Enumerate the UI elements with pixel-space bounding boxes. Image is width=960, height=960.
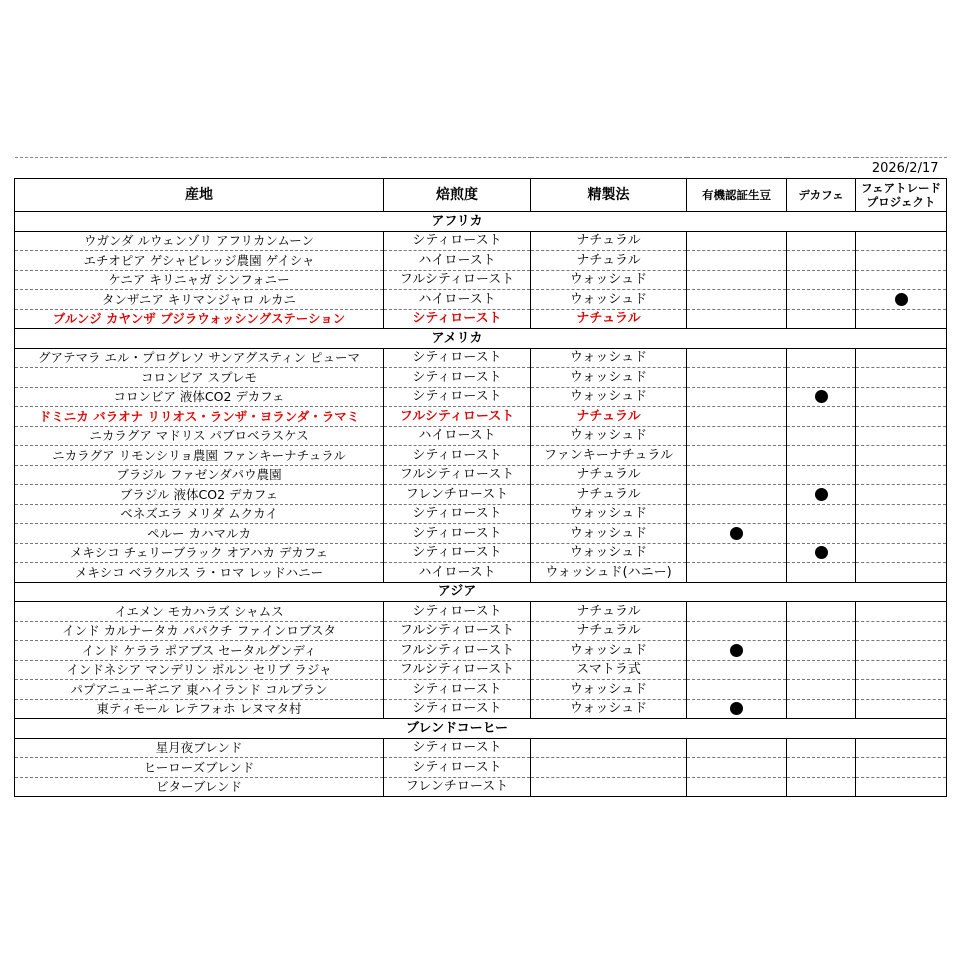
roast-cell: シティロースト — [384, 758, 531, 778]
bean-row — [15, 426, 947, 446]
organic-cell — [687, 465, 787, 485]
roast-cell: シティロースト — [384, 446, 531, 466]
roast-cell: シティロースト — [384, 680, 531, 700]
decaf-mark-icon — [815, 546, 828, 559]
organic-cell — [687, 621, 787, 641]
roast-cell: シティロースト — [384, 231, 531, 251]
fair-trade-cell — [856, 348, 947, 368]
decaf-cell — [787, 465, 856, 485]
process-cell: ナチュラル — [531, 465, 687, 485]
header-organic: 有機認証生豆 — [687, 179, 787, 212]
decaf-cell — [787, 524, 856, 544]
region-spacer — [531, 212, 947, 232]
fair-trade-cell — [856, 231, 947, 251]
origin-cell: ベネズエラ メリダ ムクカイ — [15, 504, 384, 524]
bean-row — [15, 251, 947, 271]
organic-cell — [687, 270, 787, 290]
decaf-cell — [787, 660, 856, 680]
process-cell: ウォッシュド(ハニー) — [531, 563, 687, 583]
origin-cell: コロンビア スプレモ — [15, 368, 384, 388]
origin-cell: 星月夜ブレンド — [15, 738, 384, 758]
decaf-cell — [787, 231, 856, 251]
fair-trade-cell — [856, 602, 947, 622]
fair-trade-cell — [856, 446, 947, 466]
region-label: アメリカ — [384, 329, 531, 349]
region-spacer — [15, 212, 384, 232]
bean-row — [15, 680, 947, 700]
process-cell: ナチュラル — [531, 621, 687, 641]
bean-row — [15, 446, 947, 466]
region-spacer — [531, 582, 947, 602]
decaf-cell — [787, 387, 856, 407]
process-cell: ウォッシュド — [531, 504, 687, 524]
decaf-cell — [787, 309, 856, 329]
origin-cell: ブラジル 液体CO2 デカフェ — [15, 485, 384, 505]
fair-trade-cell — [856, 485, 947, 505]
date-label: 2026/2/17 — [856, 158, 947, 179]
region-row — [15, 582, 947, 602]
decaf-cell — [787, 680, 856, 700]
fair-trade-cell — [856, 563, 947, 583]
organic-cell — [687, 680, 787, 700]
fair-trade-cell — [856, 777, 947, 797]
process-cell: ナチュラル — [531, 309, 687, 329]
bean-row — [15, 777, 947, 797]
fair-trade-cell — [856, 621, 947, 641]
region-row — [15, 212, 947, 232]
roast-cell: フルシティロースト — [384, 270, 531, 290]
roast-cell: フルシティロースト — [384, 465, 531, 485]
organic-cell — [687, 426, 787, 446]
header-roast: 焙煎度 — [384, 179, 531, 212]
fair-trade-cell — [856, 504, 947, 524]
process-cell: ウォッシュド — [531, 270, 687, 290]
bean-row — [15, 621, 947, 641]
process-cell — [531, 758, 687, 778]
bean-row — [15, 231, 947, 251]
organic-mark-icon — [730, 644, 743, 657]
decaf-cell — [787, 368, 856, 388]
decaf-cell — [787, 641, 856, 661]
decaf-cell — [787, 758, 856, 778]
organic-cell — [687, 387, 787, 407]
roast-cell: フルシティロースト — [384, 621, 531, 641]
decaf-cell — [787, 504, 856, 524]
bean-row — [15, 758, 947, 778]
region-spacer — [531, 719, 947, 739]
roast-cell: フレンチロースト — [384, 485, 531, 505]
fair-trade-cell — [856, 387, 947, 407]
bean-row — [15, 543, 947, 563]
origin-cell: エチオピア ゲシャビレッジ農園 ゲイシャ — [15, 251, 384, 271]
bean-row — [15, 290, 947, 310]
process-cell: ウォッシュド — [531, 426, 687, 446]
process-cell — [531, 777, 687, 797]
origin-cell: ウガンダ ルウェンゾリ アフリカンムーン — [15, 231, 384, 251]
region-spacer — [531, 329, 947, 349]
fair-trade-cell — [856, 465, 947, 485]
roast-cell: フレンチロースト — [384, 777, 531, 797]
organic-cell — [687, 699, 787, 719]
roast-cell: フルシティロースト — [384, 641, 531, 661]
bean-row — [15, 738, 947, 758]
decaf-mark-icon — [815, 488, 828, 501]
fair-trade-cell — [856, 524, 947, 544]
origin-cell: パプアニューギニア 東ハイランド コルブラン — [15, 680, 384, 700]
region-row — [15, 329, 947, 349]
organic-cell — [687, 524, 787, 544]
fair-trade-cell — [856, 251, 947, 271]
bean-row — [15, 699, 947, 719]
origin-cell: メキシコ チェリーブラック オアハカ デカフェ — [15, 543, 384, 563]
bean-row — [15, 387, 947, 407]
decaf-cell — [787, 407, 856, 427]
process-cell: ナチュラル — [531, 407, 687, 427]
decaf-cell — [787, 290, 856, 310]
organic-cell — [687, 485, 787, 505]
region-spacer — [15, 582, 384, 602]
fair-trade-cell — [856, 758, 947, 778]
process-cell: スマトラ式 — [531, 660, 687, 680]
bean-row — [15, 348, 947, 368]
header-decaf: デカフェ — [787, 179, 856, 212]
origin-cell: メキシコ ベラクルス ラ・ロマ レッドハニー — [15, 563, 384, 583]
fair-trade-cell — [856, 738, 947, 758]
bean-row — [15, 485, 947, 505]
organic-cell — [687, 368, 787, 388]
process-cell: ウォッシュド — [531, 290, 687, 310]
header-origin: 産地 — [15, 179, 384, 212]
origin-cell: ヒーローズブレンド — [15, 758, 384, 778]
region-row — [15, 719, 947, 739]
roast-cell: ハイロースト — [384, 563, 531, 583]
origin-cell: コロンビア 液体CO2 デカフェ — [15, 387, 384, 407]
header-fair-trade-line2: プロジェクト — [866, 195, 936, 209]
decaf-cell — [787, 543, 856, 563]
bean-row — [15, 309, 947, 329]
organic-cell — [687, 309, 787, 329]
process-cell: ウォッシュド — [531, 348, 687, 368]
bean-table — [14, 157, 947, 797]
process-cell: ウォッシュド — [531, 543, 687, 563]
organic-mark-icon — [730, 702, 743, 715]
decaf-mark-icon — [815, 390, 828, 403]
organic-cell — [687, 602, 787, 622]
origin-cell: ニカラグア マドリス パブロベラスケス — [15, 426, 384, 446]
roast-cell: シティロースト — [384, 309, 531, 329]
decaf-cell — [787, 602, 856, 622]
region-spacer — [15, 719, 384, 739]
decaf-cell — [787, 621, 856, 641]
process-cell: ナチュラル — [531, 602, 687, 622]
process-cell: ウォッシュド — [531, 641, 687, 661]
origin-cell: インド カルナータカ パパクチ ファインロブスタ — [15, 621, 384, 641]
roast-cell: シティロースト — [384, 524, 531, 544]
roast-cell: ハイロースト — [384, 290, 531, 310]
region-label: アジア — [384, 582, 531, 602]
region-label: アフリカ — [384, 212, 531, 232]
organic-mark-icon — [730, 527, 743, 540]
bean-row — [15, 465, 947, 485]
roast-cell: ハイロースト — [384, 426, 531, 446]
process-cell — [531, 738, 687, 758]
organic-cell — [687, 777, 787, 797]
process-cell: ウォッシュド — [531, 699, 687, 719]
process-cell: ナチュラル — [531, 251, 687, 271]
origin-cell: ブラジル ファゼンダパウ農園 — [15, 465, 384, 485]
origin-cell: インド ケララ ポアブス セータルグンディ — [15, 641, 384, 661]
bean-row — [15, 660, 947, 680]
organic-cell — [687, 446, 787, 466]
decaf-cell — [787, 777, 856, 797]
process-cell: ナチュラル — [531, 231, 687, 251]
organic-cell — [687, 758, 787, 778]
organic-cell — [687, 231, 787, 251]
region-spacer — [15, 329, 384, 349]
origin-cell: ブルンジ カヤンザ ブジラウォッシングステーション — [15, 309, 384, 329]
organic-cell — [687, 504, 787, 524]
roast-cell: シティロースト — [384, 699, 531, 719]
process-cell: ウォッシュド — [531, 387, 687, 407]
organic-cell — [687, 348, 787, 368]
roast-cell: シティロースト — [384, 738, 531, 758]
decaf-cell — [787, 270, 856, 290]
fair-trade-cell — [856, 309, 947, 329]
process-cell: ウォッシュド — [531, 680, 687, 700]
organic-cell — [687, 543, 787, 563]
region-label: ブレンドコーヒー — [384, 719, 531, 739]
roast-cell: シティロースト — [384, 543, 531, 563]
fair-trade-cell — [856, 641, 947, 661]
origin-cell: ドミニカ バラオナ リリオス・ランザ・ヨランダ・ラマミ — [15, 407, 384, 427]
fair-trade-cell — [856, 699, 947, 719]
decaf-cell — [787, 251, 856, 271]
decaf-cell — [787, 426, 856, 446]
process-cell: ファンキーナチュラル — [531, 446, 687, 466]
roast-cell: シティロースト — [384, 602, 531, 622]
coffee-bean-list-sheet — [14, 157, 946, 797]
origin-cell: ケニア キリニャガ シンフォニー — [15, 270, 384, 290]
fair-trade-cell — [856, 290, 947, 310]
bean-row — [15, 270, 947, 290]
decaf-cell — [787, 348, 856, 368]
roast-cell: フルシティロースト — [384, 407, 531, 427]
decaf-cell — [787, 563, 856, 583]
bean-row — [15, 602, 947, 622]
organic-cell — [687, 738, 787, 758]
bean-row — [15, 407, 947, 427]
organic-cell — [687, 251, 787, 271]
fair-trade-cell — [856, 368, 947, 388]
roast-cell: シティロースト — [384, 387, 531, 407]
header-row — [15, 179, 947, 212]
bean-row — [15, 368, 947, 388]
origin-cell: インドネシア マンデリン ボルン セリブ ラジャ — [15, 660, 384, 680]
origin-cell: 東ティモール レテフォホ レヌマタ村 — [15, 699, 384, 719]
organic-cell — [687, 563, 787, 583]
origin-cell: グアテマラ エル・プログレソ サンアグスティン ピューマ — [15, 348, 384, 368]
process-cell: ウォッシュド — [531, 368, 687, 388]
fair-trade-cell — [856, 426, 947, 446]
bean-row — [15, 641, 947, 661]
decaf-cell — [787, 485, 856, 505]
decaf-cell — [787, 699, 856, 719]
organic-cell — [687, 660, 787, 680]
header-fair-trade-line1: フェアトレード — [861, 181, 941, 195]
header-process: 精製法 — [531, 179, 687, 212]
fair-trade-cell — [856, 407, 947, 427]
organic-cell — [687, 407, 787, 427]
process-cell: ウォッシュド — [531, 524, 687, 544]
bean-row — [15, 563, 947, 583]
roast-cell: シティロースト — [384, 504, 531, 524]
header-fair-trade — [856, 179, 947, 212]
bean-row — [15, 504, 947, 524]
roast-cell: シティロースト — [384, 368, 531, 388]
origin-cell: ビターブレンド — [15, 777, 384, 797]
fair-trade-cell — [856, 543, 947, 563]
date-row — [15, 158, 947, 179]
organic-cell — [687, 641, 787, 661]
origin-cell: ニカラグア リモンシリョ農園 ファンキーナチュラル — [15, 446, 384, 466]
roast-cell: ハイロースト — [384, 251, 531, 271]
fair-trade-cell — [856, 660, 947, 680]
fair-trade-cell — [856, 270, 947, 290]
roast-cell: フルシティロースト — [384, 660, 531, 680]
bean-row — [15, 524, 947, 544]
origin-cell: タンザニア キリマンジャロ ルカニ — [15, 290, 384, 310]
process-cell: ナチュラル — [531, 485, 687, 505]
roast-cell: シティロースト — [384, 348, 531, 368]
origin-cell: ペルー カハマルカ — [15, 524, 384, 544]
fair-trade-cell — [856, 680, 947, 700]
decaf-cell — [787, 446, 856, 466]
fair-trade-mark-icon — [895, 293, 908, 306]
organic-cell — [687, 290, 787, 310]
decaf-cell — [787, 738, 856, 758]
origin-cell: イエメン モカハラズ シャムス — [15, 602, 384, 622]
